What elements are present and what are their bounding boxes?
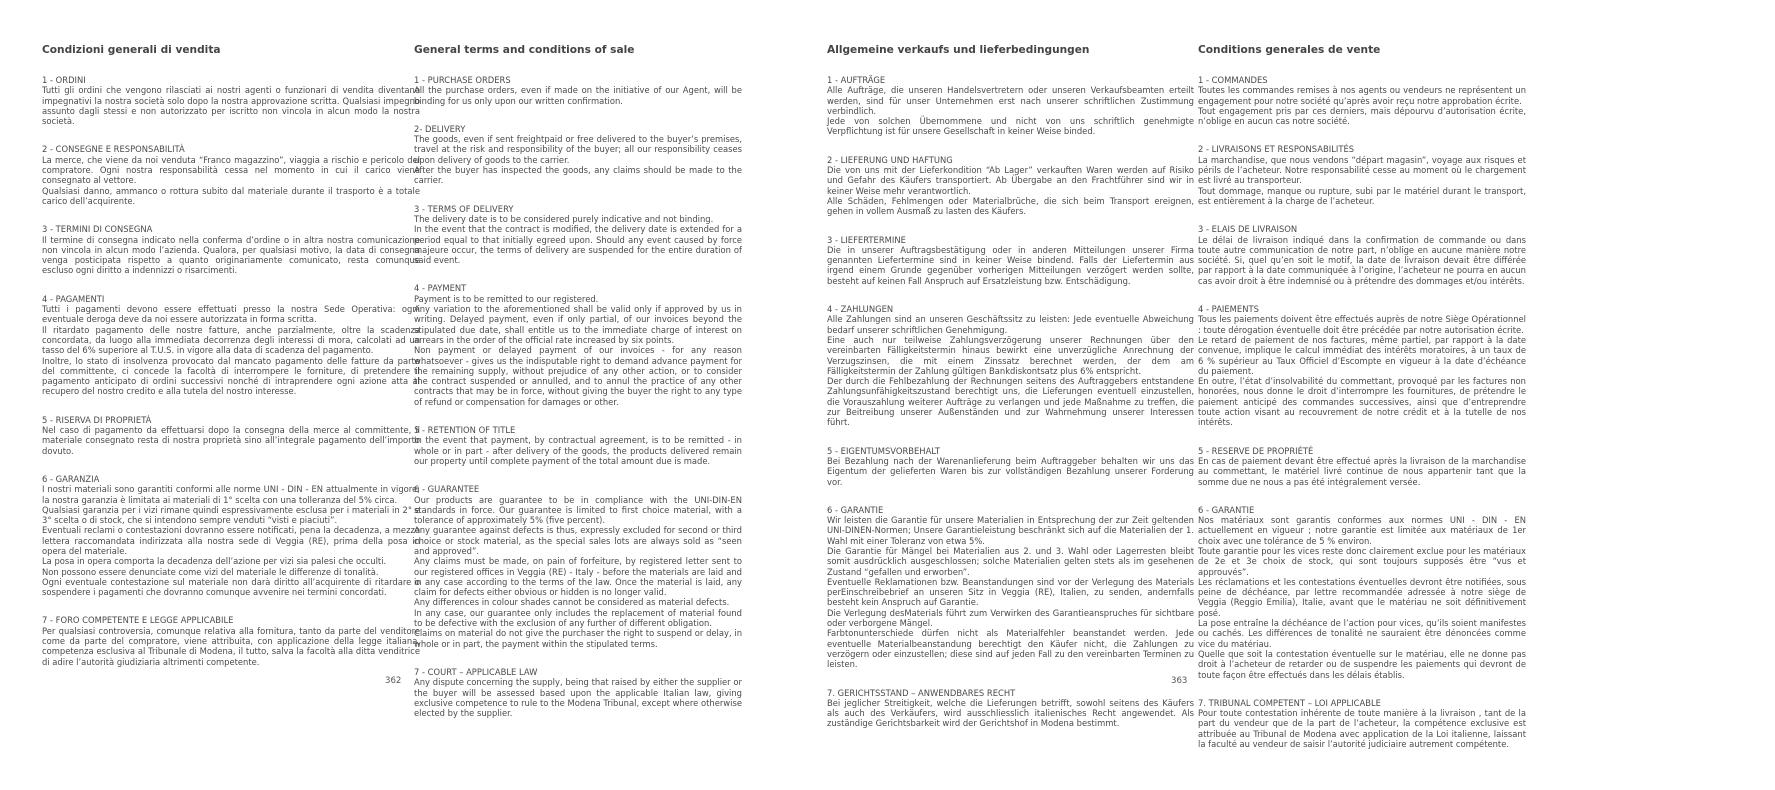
section-paragraph: Any variation to the aforementioned shall be valid only if approved by us in writing. Delayed payment, even if only partial, of our invoices beyond the stipulated due date, shall entitle us to the immediate charge of interest on arrears in the order of the official rate increased by six points. bbox=[414, 304, 742, 345]
section-heading: 4 - PAYMENT bbox=[414, 283, 467, 294]
column-title: Condizioni generali di vendita bbox=[42, 44, 221, 56]
terms-section bbox=[827, 505, 1194, 670]
section-heading: 2 - LIEFERUNG UND HAFTUNG bbox=[827, 154, 953, 165]
section-paragraph: Alle Zahlungen sind an unseren Geschäftssitz zu leisten: Jede eventuelle Abweichung bedarf unserer schriftlichen Genehmigung. bbox=[827, 314, 1194, 335]
section-heading: 6 - GARANTIE bbox=[827, 504, 884, 515]
terms-section bbox=[42, 415, 420, 456]
section-paragraph: Nos matériaux sont garantis conformes aux normes UNI - DIN - EN actuellement en vigueur ; notre garantie est limitée aux matériaux de 1er choix avec une tolérance de 5 % environ. bbox=[1198, 515, 1526, 546]
section-heading: 4 - PAIEMENTS bbox=[1198, 304, 1259, 315]
section-paragraph: Alle Aufträge, die unseren Handelsvertretern oder unseren Verkaufsbeamten erteilt werden, sind für unser Unternehmen erst nach unserer schriftlichen Zustimmung verbindlich. bbox=[827, 85, 1194, 116]
section-heading: 6 - GARANTIE bbox=[1198, 504, 1255, 515]
section-paragraph: The delivery date is to be considered purely indicative and not binding. bbox=[414, 213, 714, 224]
section-paragraph: Bei Bezahlung nach der Warenanlieferung beim Auftraggeber behalten wir uns das Eigentum der gelieferten Waren bis zur vollständigen Bezahlung unserer Forderung vor. bbox=[827, 455, 1194, 487]
section-paragraph: Die Garantie für Mängel bei Materialien aus 2. und 3. Wahl oder Lagerresten bleibt somit ausdrücklich ausgeschlossen; solche Materialien gelten stets als im gesehenen Zustand “gefallen und erworben”. bbox=[827, 545, 1194, 577]
section-paragraph: Der durch die Fehlbezahlung der Rechnungen seitens des Auftraggebers entstandene Zahlungsunfähigkeitszustand berechtigt uns, die Lieferungen eventuell einzustellen, die Vorauszahlung weiterer Aufträge zu verlangen und jede Maßnahme zu treffen, die zur Beitreibung unserer Außenständen und zur Wahrnehmung unserer Interessen führt. bbox=[827, 376, 1194, 428]
section-paragraph: Il termine di consegna indicato nella conferma d’ordine o in altra nostra comunicazione non vincola in alcun modo l’azienda. Qualora, per qualsiasi motivo, la data di consegna venga posticipata rispetto a quanto originariamente comunicato, resta comunque escluso ogni diritto a indennizzi o risarcimenti. bbox=[42, 234, 420, 276]
column-english bbox=[414, 44, 742, 736]
terms-section bbox=[1198, 224, 1526, 286]
section-paragraph: La posa in opera comporta la decadenza dell’azione per vizi sia palesi che occulti. bbox=[42, 556, 387, 567]
section-heading: 5 - RISERVA DI PROPRIETÀ bbox=[42, 414, 152, 425]
section-heading: 3 - LIEFERTERMINE bbox=[827, 234, 906, 245]
column-german bbox=[827, 44, 1194, 747]
section-paragraph: Tout dommage, manque ou rupture, subi par le matériel durant le transport, est entièrement à la charge de l’acheteur. bbox=[1198, 185, 1526, 206]
section-paragraph: Any differences in colour shades cannot be considered as material defects. bbox=[414, 597, 730, 608]
section-paragraph: Eventuelle Reklamationen bzw. Beanstandungen sind vor der Verlegung des Materials perEinschreibebrief an unseren Sitz in Veggia (RE), Italien, zu senden, andernfalls besteht kein Anspruch auf Garantie. bbox=[827, 576, 1194, 608]
section-paragraph: Claims on material do not give the purchaser the right to suspend or delay, in whole or in part, the payment within the stipulated terms. bbox=[414, 628, 742, 649]
section-paragraph: Farbtonunterschiede dürfen nicht als Materialfehler beanstandet werden. Jede eventuelle Materialbeanstandung berechtigt den Käufer nicht, die Zahlungen zu verzögern oder einzustellen; diese sind auf jeden Fall zu den vereinbarten Terminen zu leisten. bbox=[827, 628, 1194, 670]
section-paragraph: Les réclamations et les contestations éventuelles devront être notifiées, sous peine de déchéance, par lettre recommandée adressée à notre siège de Veggia (Reggio Emilia), Italie, avant que le matériau ne soit définitivement posé. bbox=[1198, 576, 1526, 618]
section-paragraph: Pour toute contestation inhérente de toute manière à la livraison , tant de la part du vendeur que de la part de l’acheteur, la compétence exclusive est attribuée au Tribunal de Modena avec application de la Loi italienne, laissant la faculté au vendeur de saisir l’autorité judiciaire autrement compétente. bbox=[1198, 708, 1526, 750]
section-paragraph: Any guarantee against defects is thus, expressly excluded for second or third choice or stock material, as the special sales lots are always sold as “seen and approved”. bbox=[414, 525, 742, 556]
section-paragraph: Alle Schäden, Fehlmengen oder Materialbrüche, die sich beim Transport ereignen, gehen in vollem Ausmaß zu lasten des Käufers. bbox=[827, 195, 1194, 217]
section-paragraph: Il ritardato pagamento delle nostre fatture, anche parzialmente, oltre la scadenza concordata, da luogo alla immediata decorrenza degli interessi di mora, calcolati ad un tasso del 6% superiore al T.U.S. in vigore alla data di scadenza del pagamento. bbox=[42, 324, 420, 356]
terms-section bbox=[414, 204, 742, 266]
section-paragraph: Our products are guarantee to be in compliance with the UNI-DIN-EN standards in force. Our guarantee is limited to first choice material, with a tolerance of approximately 5% (five percent). bbox=[414, 494, 742, 526]
terms-section bbox=[42, 615, 420, 666]
terms-section bbox=[414, 425, 742, 466]
section-heading: 2- DELIVERY bbox=[414, 123, 466, 134]
terms-section bbox=[827, 446, 1194, 487]
section-paragraph: Inoltre, lo stato di insolvenza provocato dal mancato pagamento delle fatture da parte del committente, ci concede la facoltà di interrompere le forniture, di pretendere il pagamento anticipato di ordini successivi nonché di intraprendere ogni azione atta al recupero del nostro credito e alla tutela del nostro interesse. bbox=[42, 355, 420, 397]
terms-section bbox=[827, 75, 1194, 137]
section-heading: 5 - RESERVE DE PROPRIÉTÉ bbox=[1198, 445, 1314, 456]
section-paragraph: Any claims must be made, on pain of forfeiture, by registered letter sent to our registered offices in Veggia (RE) - Italy - before the materials are laid and in any case according to the terms of the law. Once the material is laid, any claim for defects either obvious or hidden is no longer valid. bbox=[414, 556, 742, 598]
terms-section bbox=[414, 124, 742, 186]
column-title: General terms and conditions of sale bbox=[414, 44, 635, 56]
terms-section bbox=[42, 75, 420, 126]
terms-section bbox=[1198, 75, 1526, 126]
section-paragraph: Qualsiasi garanzia per i vizi rimane quindi espressivamente esclusa per i materiali in 2° e 3° scelta o di stock, che si intendono sempre venduti “visti e piaciuti”. bbox=[42, 504, 420, 526]
section-paragraph: Wir leisten die Garantie für unsere Materialien in Entsprechung der zur Zeit geltenden UNI-DINEN-Normen; Unsere Garantieleistung beschränkt sich auf die Materialien der 1. Wahl mit einer Toleranz von etwa 5%. bbox=[827, 515, 1194, 546]
section-paragraph: Tutti gli ordini che vengono rilasciati ai nostri agenti o funzionari di vendita diventano impegnativi la nostra società solo dopo la nostra approvazione scritta. Qualsiasi impegno assunto dagli stessi e non autorizzato per iscritto non vincola in alcun modo la nostra società. bbox=[42, 85, 420, 127]
section-paragraph: All the purchase orders, even if made on the initiative of our Agent, will be binding for us only upon our written confirmation. bbox=[414, 85, 742, 106]
section-paragraph: La marchandise, que nous vendons “départ magasin”, voyage aux risques et périls de l’acheteur. Notre responsabilité cesse au moment où le chargement est livré au transporteur. bbox=[1198, 154, 1526, 186]
section-paragraph: Toutes les commandes remises à nos agents ou vendeurs ne représentent un engagement pour notre société qu’après avoir reçu notre approbation écrite. bbox=[1198, 85, 1526, 106]
section-paragraph: Le retard de paiement de nos factures, même partiel, par rapport à la date convenue, implique le calcul immédiat des intérêts moratoires, à un taux de 6 % supérieur au Taux Officiel d’Escompte en vigueur à la date d’échéance du paiement. bbox=[1198, 334, 1526, 376]
section-heading: 1 - PURCHASE ORDERS bbox=[414, 75, 511, 85]
column-title: Allgemeine verkaufs und lieferbedingungen bbox=[827, 44, 1090, 56]
section-paragraph: Die in unserer Auftragsbestätigung oder in anderen Mitteilungen unserer Firma genannten Liefertermine sind in keiner Weise bindend. Falls der Liefertermin aus irgend einem Grunde gegenüber vorherigen Mitteilungen verzögert werden sollte, besteht auf keinen Fall Anspruch auf Ersatzleistung bzw. Entschädigung. bbox=[827, 244, 1194, 286]
section-paragraph: Any dispute concerning the supply, being that raised by either the supplier or the buyer will be assessed based upon the applicable Italian law, giving exclusive competence to rule to the Modena Tribunal, except where otherwise elected by the supplier. bbox=[414, 677, 742, 719]
section-paragraph: Qualsiasi danno, ammanco o rottura subito dal materiale durante il trasporto è a totale carico dell’acquirente. bbox=[42, 185, 420, 206]
section-heading: 6 - GUARANTEE bbox=[414, 484, 480, 495]
terms-section bbox=[1198, 304, 1526, 428]
section-heading: 7 - COURT – APPLICABLE LAW bbox=[414, 666, 538, 677]
section-paragraph: Quelle que soit la contestation éventuelle sur le matériau, elle ne donne pas droit à l’acheteur de retarder ou de suspendre les paiements qui devront de toute façon être effectués dans les délais établis. bbox=[1198, 648, 1526, 680]
terms-section bbox=[827, 304, 1194, 428]
section-heading: 3 - ELAIS DE LIVRAISON bbox=[1198, 224, 1298, 235]
section-paragraph: Per qualsiasi controversia, comunque relativa alla fornitura, tanto da parte del venditore come da parte del compratore, viene attribuita, con applicazione della legge italiana, competenza esclusiva al Tribunale di Modena, il tutto, salva la facoltà alla ditta venditrice di adire l’autorità giudiziaria altrimenti competente. bbox=[42, 625, 420, 667]
section-paragraph: Tutti i pagamenti devono essere effettuati presso la nostra Sede Operativa: ogni eventuale deroga deve da noi essere autorizzata in forma scritta. bbox=[42, 304, 420, 325]
terms-section bbox=[414, 484, 742, 649]
terms-section bbox=[1198, 698, 1526, 749]
section-heading: 4 - PAGAMENTI bbox=[42, 293, 105, 304]
terms-section bbox=[1198, 505, 1526, 680]
section-heading: 2 - LIVRAISONS ET RESPONSABILITÉS bbox=[1198, 144, 1355, 155]
column-french bbox=[1198, 44, 1526, 767]
terms-section bbox=[827, 155, 1194, 217]
section-paragraph: In the event that the contract is modified, the delivery date is extended for a period equal to that initially egreed upon. Should any event caused by force majeure occur, the terms of delivery are suspended for the entire duration of said event. bbox=[414, 224, 742, 266]
section-paragraph: Die Verlegung desMaterials führt zum Verwirken des Garantieanspruches für sichtbare oder verborgene Mängel. bbox=[827, 607, 1194, 629]
section-paragraph: Non possono essere denunciate come vizi del materiale le differenze di tonalità. bbox=[42, 566, 379, 577]
terms-section bbox=[42, 224, 420, 275]
terms-section bbox=[414, 75, 742, 106]
section-paragraph: Le délai de livraison indiqué dans la confirmation de commande ou dans toute autre communication de notre part, n’oblige en aucune manière notre société. Si, quel qu’en soit le motif, la date de livraison devait être différée par rapport à la date communiquée à l’origine, l’acheteur ne pourra en aucun cas avoir droit à être indemnisé ou à prétendre des dommages et/ou intérêts. bbox=[1198, 234, 1526, 286]
section-paragraph: Toute garantie pour les vices reste donc clairement exclue pour les matériaux de 2e et 3e choix de stock, qui sont toujours supposés être “vus et approuvés”. bbox=[1198, 545, 1526, 577]
column-italian bbox=[42, 44, 420, 685]
column-title: Conditions generales de vente bbox=[1198, 44, 1381, 56]
section-heading: 5 - EIGENTUMSVORBEHALT bbox=[827, 445, 940, 456]
terms-section bbox=[42, 294, 420, 397]
section-paragraph: Eventuali reclami o contestazioni dovranno essere notificati, pena la decadenza, a mezzo lettera raccomandata indirizzata alla nostra sede di Veggia (RE), prima della posa in opera del materiale. bbox=[42, 525, 420, 556]
terms-section bbox=[42, 144, 420, 206]
section-paragraph: Tout engagement pris par ces derniers, mais dépourvu d’autorisation écrite, n’oblige en aucun cas notre société. bbox=[1198, 105, 1526, 127]
section-heading: 7 - FORO COMPETENTE E LEGGE APPLICABILE bbox=[42, 615, 234, 626]
section-heading: 3 - TERMS OF DELIVERY bbox=[414, 203, 514, 214]
terms-section bbox=[827, 235, 1194, 286]
section-heading: 4 - ZAHLUNGEN bbox=[827, 304, 894, 315]
section-paragraph: Ogni eventuale contestazione sul materiale non darà diritto all’acquirente di ritardare o sospendere i pagamenti che dovranno comunque avvenire nei termini concordati. bbox=[42, 576, 420, 598]
section-paragraph: After the buyer has inspected the goods, any claims should be made to the carrier. bbox=[414, 165, 742, 186]
section-paragraph: Non payment or delayed payment of our invoices - for any reason whatsoever - gives us the indisputable right to demand advance payment for the remaining supply, without prejudice of any other action, or to consider the contract suspended or annulled, and to annul the practice of any other contracts that may be in force, without giving the buyer the right to any type of refund or compensation for damages or other. bbox=[414, 345, 742, 407]
section-paragraph: En cas de paiement devant être effectué après la livraison de la marchandise au commettant, le matériel livré continue de nous appartenir tant que la somme due ne nous a pas été intégralement versée. bbox=[1198, 455, 1526, 487]
section-paragraph: Eine auch nur teilweise Zahlungsverzögerung unserer Rechnungen über den vereinbarten Fälligkeitstermin hinaus bewirkt eine unverzügliche Anrechnung der Verzugszinsen, die mit einem Zinssatz berechnet werden, der dem am Fälligkeitstermin der Zahlung gültigen Bankdiskontsatz plus 6% entspricht. bbox=[827, 334, 1194, 376]
section-paragraph: The goods, even if sent freightpaid or free delivered to the buyer’s premises, travel at the risk and responsibility of the buyer; all our responsibility ceases upon delivery of goods to the carrier. bbox=[414, 134, 742, 165]
terms-section bbox=[414, 283, 742, 407]
terms-section bbox=[1198, 144, 1526, 206]
page-number-left: 362 bbox=[385, 676, 402, 686]
section-paragraph: In the event that payment, by contractual agreement, is to be remitted - in whole or in part - after delivery of the goods, the products delivered remain our property until complete payment of the total amount due is made. bbox=[414, 435, 742, 466]
section-paragraph: Payment is to be remitted to our registered. bbox=[414, 293, 599, 304]
section-heading: 1 - ORDINI bbox=[42, 75, 86, 85]
section-paragraph: Tous les paiements doivent être effectués auprès de notre Siège Opérationnel : toute dérogation éventuelle doit être précédée par notre autorisation écrite. bbox=[1198, 314, 1526, 335]
terms-section bbox=[414, 667, 742, 718]
section-paragraph: En outre, l’état d’insolvabilité du commettant, provoqué par les factures non honorées, nous donne le droit d’interrompre les fournitures, de prétendre le paiement anticipé des commandes successives, ainsi que d’entreprendre toute action visant au recouvrement de notre crédit et à la tutelle de nos intérêts. bbox=[1198, 376, 1526, 428]
section-paragraph: Nel caso di pagamento da effettuarsi dopo la consegna della merce al committente, il materiale consegnato resta di nostra proprietà sino all’integrale pagamento dell’importo dovuto. bbox=[42, 425, 420, 456]
section-heading: 1 - COMMANDES bbox=[1198, 75, 1268, 85]
section-heading: 2 - CONSEGNE E RESPONSABILITÀ bbox=[42, 144, 185, 155]
section-paragraph: I nostri materiali sono garantiti conformi alle norme UNI - DIN - EN attualmente in vigore; la nostra garanzia è limitata ai materiali di 1° scelta con una tolleranza del 5% circa. bbox=[42, 484, 420, 505]
page-number-right: 363 bbox=[1171, 676, 1188, 686]
terms-section bbox=[1198, 446, 1526, 487]
section-paragraph: Bei jeglicher Streitigkeit, welche die Lieferungen betrifft, sowohl seitens des Käufers als auch des Verkäufers, wird ausschliesslich italienisches Recht angewendet. Als zuständige Gerichtsbarkeit wird der Gerichtshof in Modena bestimmt. bbox=[827, 697, 1194, 729]
section-paragraph: Jede von solchen Übernommene und nicht von uns schriftlich genehmigte Verpflichtung ist für unsere Gesellschaft in keiner Weise binded. bbox=[827, 116, 1194, 137]
terms-section bbox=[42, 474, 420, 598]
section-paragraph: Die von uns mit der Lieferkondition “Ab Lager” verkauften Waren werden auf Risiko und Gefahr des Käufers transportiert. Ab Übergabe an den Frachtführer sind wir in keiner Weise mehr verantwortlich. bbox=[827, 165, 1194, 196]
section-paragraph: In any case, our guarantee only includes the replacement of material found to be defective with the exclusion of any further of different obligation. bbox=[414, 607, 742, 629]
terms-section bbox=[827, 688, 1194, 729]
section-heading: 6 - GARANZIA bbox=[42, 473, 100, 484]
section-heading: 1 - AUFTRÄGE bbox=[827, 75, 886, 85]
section-paragraph: La merce, che viene da noi venduta “Franco magazzino”, viaggia a rischio e pericolo del compratore. Ogni nostra responsabilità cessa nel momento in cui il carico viene consegnato al vettore. bbox=[42, 154, 420, 186]
section-heading: 7. TRIBUNAL COMPETENT – LOI APPLICABLE bbox=[1198, 697, 1381, 708]
section-heading: 3 - TERMINI DI CONSEGNA bbox=[42, 224, 153, 235]
section-heading: 5 - RETENTION OF TITLE bbox=[414, 425, 516, 436]
section-paragraph: La pose entraîne la déchéance de l’action pour vices, qu’ils soient manifestes ou cachés. Les différences de tonalité ne sauraient être dénoncées comme vice du matériau. bbox=[1198, 618, 1526, 649]
section-heading: 7. GERICHTSSTAND – ANWENDBARES RECHT bbox=[827, 687, 1016, 698]
